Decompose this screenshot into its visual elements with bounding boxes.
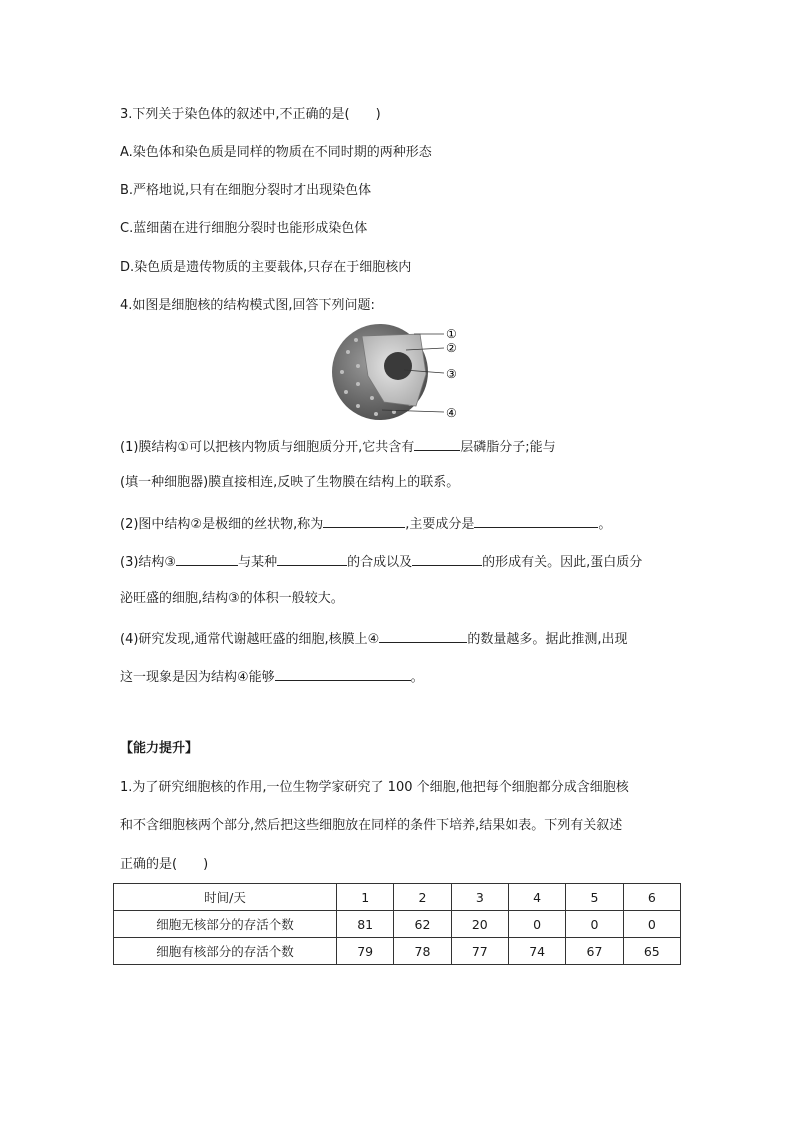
answer-blank [414,436,460,451]
q4-part1-line2: (填一种细胞器)膜直接相连,反映了生物膜在结构上的联系。 [120,475,460,490]
figure-label-2: ② [446,341,457,355]
answer-blank [474,513,598,528]
q4-part3-line1 [120,551,642,572]
table-header-cell: 2 [394,884,451,911]
q4-part2-text-a: (2)图中结构②是极细的丝状物,称为 [120,517,324,532]
q4-part3-text-b: 与某种 [238,555,278,570]
table-cell: 细胞有核部分的存活个数 [114,938,337,965]
table-cell: 74 [508,938,565,965]
answer-blank [176,551,238,566]
q1-line3: 正确的是( ) [120,857,209,872]
table-header-cell: 5 [566,884,623,911]
table-header-cell: 3 [451,884,508,911]
table-cell: 细胞无核部分的存活个数 [114,911,337,938]
table-cell: 79 [337,938,394,965]
q4-part2-text-b: ,主要成分是 [405,517,475,532]
nucleus-structure-figure [328,322,478,424]
answer-blank [323,513,405,528]
table-cell: 20 [451,911,508,938]
q4-part3-text-d: 的形成有关。因此,蛋白质分 [482,555,643,570]
section-title: 【能力提升】 [120,741,199,756]
table-cell: 77 [451,938,508,965]
q3-stem: 3.下列关于染色体的叙述中,不正确的是( ) [120,107,381,122]
q4-part1-line1 [120,436,556,457]
table-header-cell: 1 [337,884,394,911]
figure-label-3: ③ [446,367,457,381]
nucleolus-shape [384,352,412,380]
q4-part2-text-c: 。 [598,517,612,532]
figure-label-4: ④ [446,406,457,420]
q4-part4-line1 [120,628,627,649]
q1-line1: 1.为了研究细胞核的作用,一位生物学家研究了 100 个细胞,他把每个细胞都分成含细胞核 [120,780,629,795]
table-cell: 0 [623,911,680,938]
q4-part4-text-a: (4)研究发现,通常代谢越旺盛的细胞,核膜上④ [120,632,380,647]
q3-option-b: B.严格地说,只有在细胞分裂时才出现染色体 [120,183,372,198]
q4-part3-line2: 泌旺盛的细胞,结构③的体积一般较大。 [120,591,344,606]
table-row [114,938,681,965]
table-cell: 62 [394,911,451,938]
q4-stem: 4.如图是细胞核的结构模式图,回答下列问题: [120,298,375,313]
table-header-cell: 4 [508,884,565,911]
table-header-cell: 6 [623,884,680,911]
q3-option-a: A.染色体和染色质是同样的物质在不同时期的两种形态 [120,145,432,160]
q1-line2: 和不含细胞核两个部分,然后把这些细胞放在同样的条件下培养,结果如表。下列有关叙述 [120,818,623,833]
table-header-row [114,884,681,911]
table-row [114,911,681,938]
answer-blank [412,551,482,566]
answer-blank [277,551,347,566]
table-cell: 81 [337,911,394,938]
answer-blank [275,666,411,681]
table-cell: 78 [394,938,451,965]
table-cell: 65 [623,938,680,965]
table-cell: 0 [508,911,565,938]
q4-part1-text-b: 层磷脂分子;能与 [460,440,556,455]
table-cell: 0 [566,911,623,938]
q3-option-d: D.染色质是遗传物质的主要载体,只存在于细胞核内 [120,260,412,275]
q4-part4-text-d: 。 [410,670,424,685]
q4-part4-line2 [120,666,424,687]
result-table [113,883,681,965]
q4-part1-text-a: (1)膜结构①可以把核内物质与细胞质分开,它共含有 [120,440,415,455]
q4-part2 [120,513,611,534]
q4-part3-text-a: (3)结构③ [120,555,177,570]
q4-part4-text-c: 这一现象是因为结构④能够 [120,670,275,685]
figure-label-1: ① [446,327,457,341]
table-header-cell: 时间/天 [114,884,337,911]
q3-option-c: C.蓝细菌在进行细胞分裂时也能形成染色体 [120,221,368,236]
q4-part4-text-b: 的数量越多。据此推测,出现 [467,632,628,647]
answer-blank [379,628,467,643]
table-cell: 67 [566,938,623,965]
q4-part3-text-c: 的合成以及 [347,555,413,570]
